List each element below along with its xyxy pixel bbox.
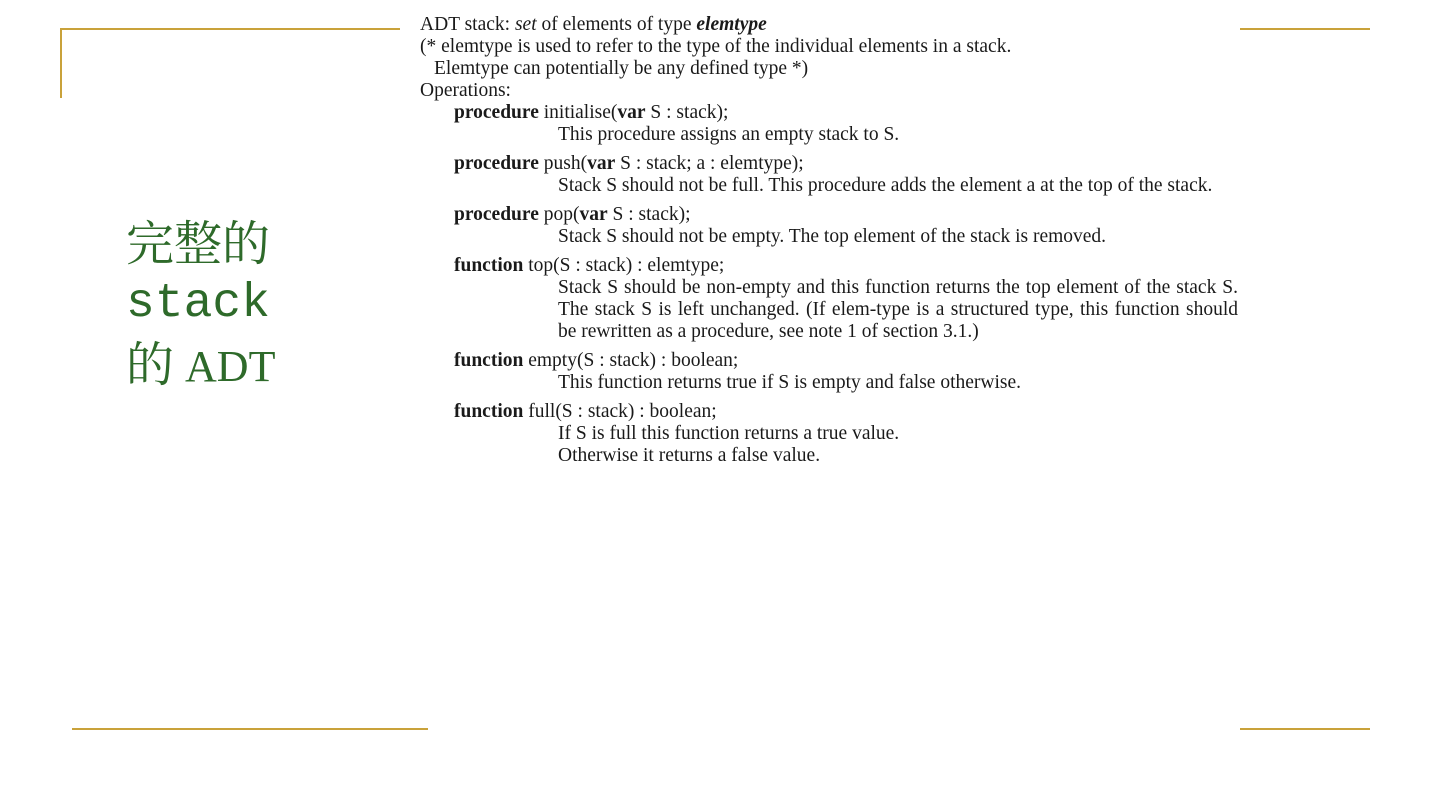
operation-keyword: function bbox=[454, 401, 524, 422]
top-left-horizontal-rule bbox=[60, 28, 400, 30]
operation-keyword: procedure bbox=[454, 204, 539, 225]
operation-keyword: procedure bbox=[454, 102, 539, 123]
operation-signature-rest: S : stack); bbox=[645, 102, 729, 123]
top-left-vertical-rule bbox=[60, 28, 62, 98]
operation-top-signature bbox=[420, 255, 1250, 277]
adt-header-prefix: ADT stack: bbox=[420, 14, 515, 35]
operation-full-description-line-2: Otherwise it returns a false value. bbox=[558, 445, 821, 466]
operation-push-description: Stack S should not be full. This procedure adds the element a at the top of the stack. bbox=[558, 175, 1213, 196]
var-keyword: var bbox=[587, 153, 616, 174]
operation-pop-description: Stack S should not be empty. The top element of the stack is removed. bbox=[558, 226, 1107, 247]
slide-title-line-2: stack bbox=[126, 277, 271, 331]
operation-empty-description: This function returns true if S is empty and false otherwise. bbox=[558, 372, 1022, 393]
operation-top-description: Stack S should be non-empty and this function returns the top element of the stack S. The stack S is left unchanged. (If elem-type is a structured type, this function should be rewritten as a procedure, see note 1 of section 3.1.) bbox=[558, 277, 1238, 342]
slide-title-line-3-cjk: 的 bbox=[126, 337, 175, 393]
operation-name: full(S : stack) : boolean; bbox=[523, 401, 717, 422]
operation-full-description-line-1: If S is full this function returns a true value. bbox=[558, 423, 900, 444]
var-keyword: var bbox=[579, 204, 608, 225]
operation-pop-signature bbox=[420, 204, 1250, 226]
var-keyword: var bbox=[617, 102, 646, 123]
comment-line-2: Elemtype can potentially be any defined type *) bbox=[434, 58, 809, 79]
slide-title-line-3-latin: ADT bbox=[174, 342, 276, 391]
operation-initialise-signature bbox=[420, 102, 1250, 124]
operation-name: empty(S : stack) : boolean; bbox=[523, 350, 739, 371]
adt-header-mid: of elements of type bbox=[536, 14, 697, 35]
slide-title bbox=[126, 214, 386, 397]
operations-label: Operations: bbox=[420, 80, 511, 101]
operation-keyword: procedure bbox=[454, 153, 539, 174]
bottom-left-horizontal-rule bbox=[72, 728, 428, 730]
operation-name: pop( bbox=[538, 204, 580, 225]
operation-signature-rest: S : stack); bbox=[607, 204, 691, 225]
adt-header bbox=[420, 14, 1250, 36]
operation-initialise-description: This procedure assigns an empty stack to S. bbox=[558, 124, 900, 145]
adt-header-set-word: set bbox=[514, 14, 537, 35]
operation-full-signature bbox=[420, 401, 1250, 423]
slide-title-line-3 bbox=[126, 334, 386, 397]
operation-signature-rest: S : stack; a : elemtype); bbox=[615, 153, 804, 174]
operation-keyword: function bbox=[454, 350, 524, 371]
slide-title-line-1: 完整的 bbox=[126, 216, 271, 272]
adt-header-elemtype: elemtype bbox=[696, 14, 767, 35]
operation-empty-signature bbox=[420, 350, 1250, 372]
operation-name: push( bbox=[538, 153, 588, 174]
operation-push-signature bbox=[420, 153, 1250, 175]
bottom-right-horizontal-rule bbox=[1240, 728, 1370, 730]
top-right-horizontal-rule bbox=[1240, 28, 1370, 30]
operation-name: top(S : stack) : elemtype; bbox=[523, 255, 725, 276]
adt-document bbox=[420, 14, 1250, 467]
operation-name: initialise( bbox=[538, 102, 618, 123]
operation-keyword: function bbox=[454, 255, 524, 276]
comment-line-1: (* elemtype is used to refer to the type of the individual elements in a stack. bbox=[420, 36, 1012, 57]
